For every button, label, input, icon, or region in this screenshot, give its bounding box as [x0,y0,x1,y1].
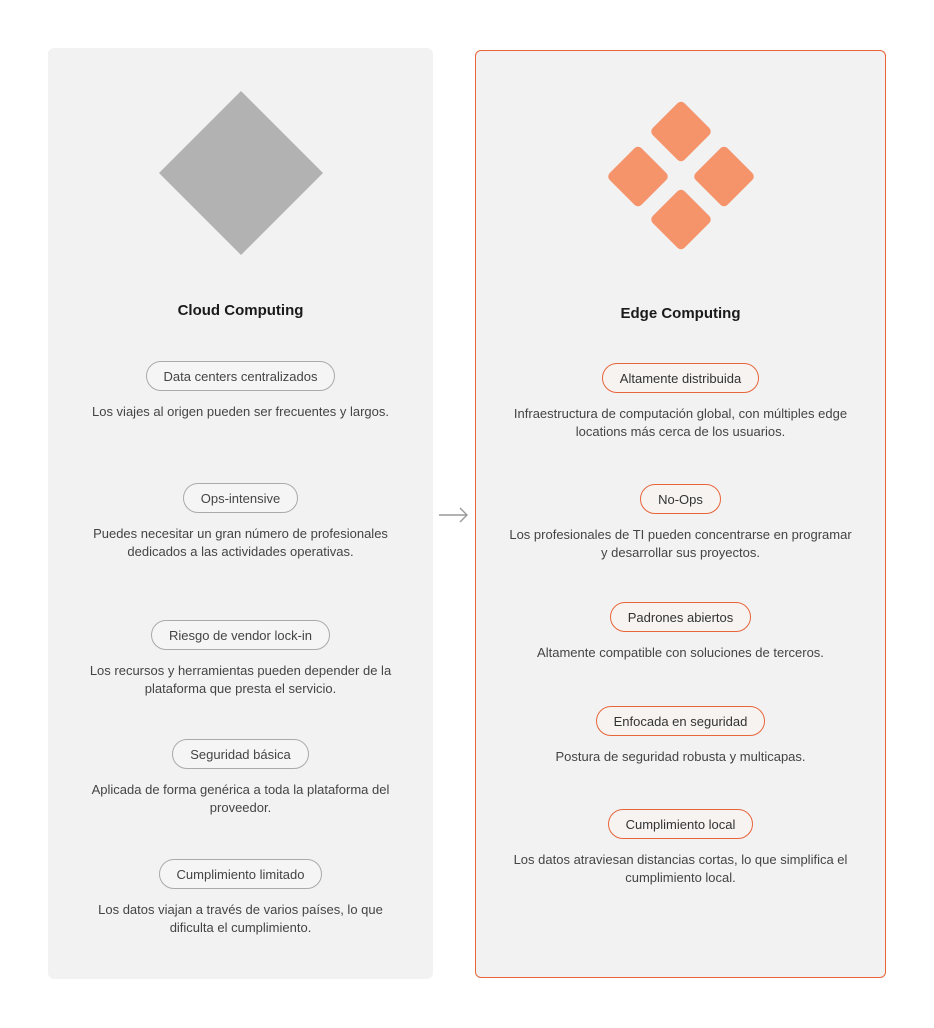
cloud-feature-2 [48,483,433,561]
feature-description: Infraestructura de computación global, con múltiples edge locations más cerca de los usuarios. [513,406,848,439]
edge-feature-3 [476,602,885,662]
feature-description: Postura de seguridad robusta y multicapas. [555,749,806,764]
feature-pill: No-Ops [640,484,721,514]
cloud-feature-3 [48,620,433,698]
feature-pill: Ops-intensive [183,483,298,513]
edge-title: Edge Computing [620,305,741,322]
edge-computing-card [475,50,886,978]
edge-feature-4 [476,706,885,766]
gray-diamond-icon [156,88,326,258]
feature-pill: Enfocada en seguridad [596,706,766,736]
edge-feature-2 [476,484,885,562]
feature-pill: Cumplimiento local [608,809,754,839]
feature-description: Los recursos y herramientas pueden depender de la plataforma que presta el servicio. [89,663,392,696]
feature-description: Los profesionales de TI pueden concentrarse en programar y desarrollar sus proyectos. [509,527,852,560]
cloud-feature-5 [48,859,433,937]
feature-pill: Data centers centralizados [146,361,336,391]
cloud-hero [48,88,433,268]
feature-pill: Altamente distribuida [602,363,759,393]
edge-feature-5 [476,809,885,887]
orange-four-diamonds-icon [598,99,764,265]
feature-pill: Riesgo de vendor lock-in [151,620,330,650]
feature-description: Los datos viajan a través de varios países, lo que dificulta el cumplimiento. [98,902,383,935]
feature-description: Los viajes al origen pueden ser frecuentes y largos. [91,404,389,419]
feature-description: Los datos atraviesan distancias cortas, lo que simplifica el cumplimiento local. [513,852,848,885]
feature-pill: Padrones abiertos [610,602,752,632]
feature-pill: Seguridad básica [172,739,308,769]
feature-pill: Cumplimiento limitado [159,859,323,889]
cloud-computing-card [48,48,433,979]
feature-description: Aplicada de forma genérica a toda la plataforma del proveedor. [91,782,390,815]
edge-feature-1 [476,363,885,441]
feature-description: Puedes necesitar un gran número de profesionales dedicados a las actividades operativas. [93,526,388,559]
edge-hero [476,99,885,279]
feature-description: Altamente compatible con soluciones de terceros. [537,645,824,660]
cloud-feature-1 [48,361,433,421]
cloud-feature-4 [48,739,433,817]
right-arrow-icon [437,505,471,525]
cloud-title: Cloud Computing [177,302,304,319]
